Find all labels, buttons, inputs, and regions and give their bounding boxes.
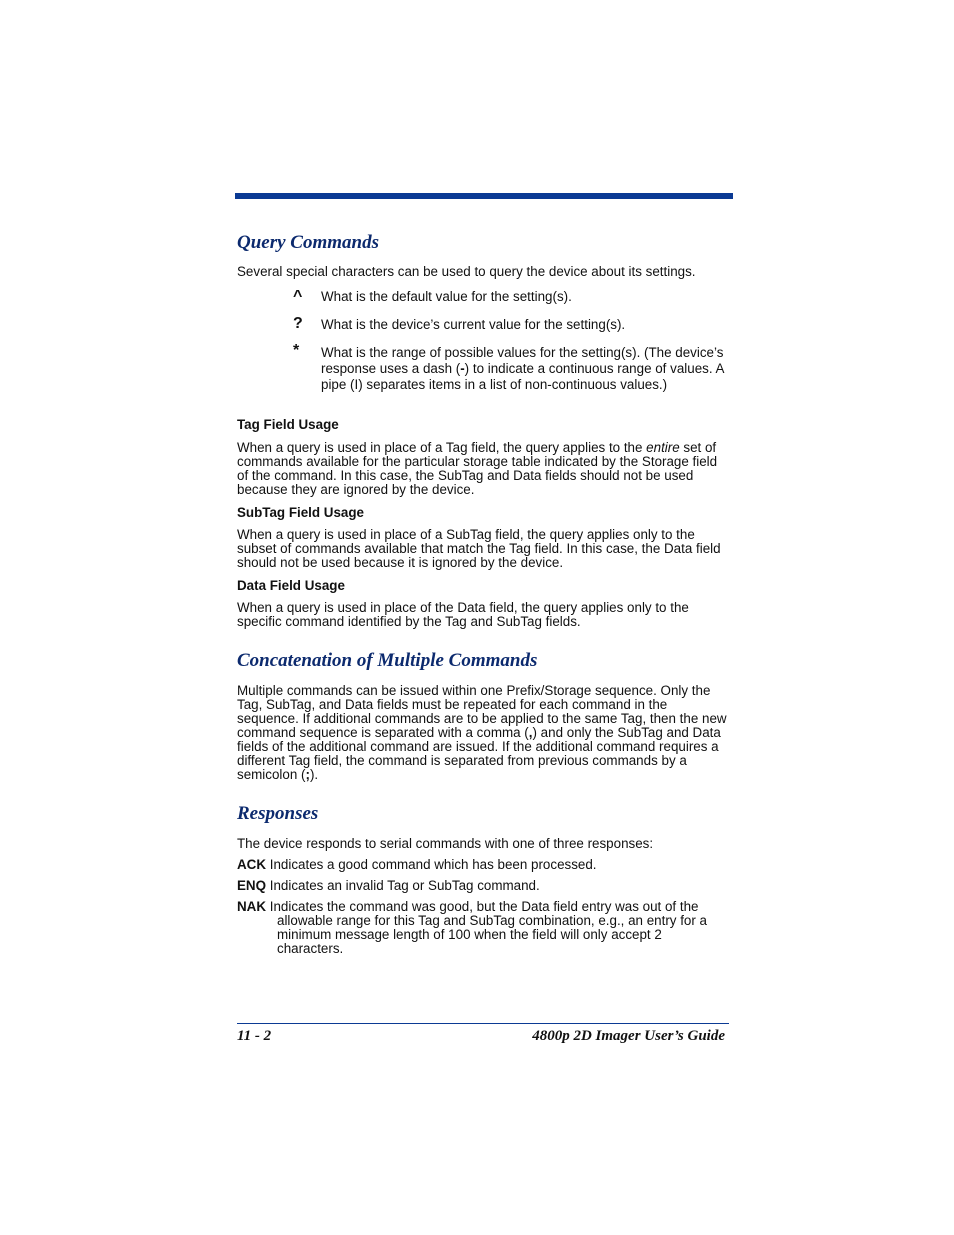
- response-ack: ACK Indicates a good command which has been processed.: [237, 857, 597, 872]
- query-commands-heading: Query Commands: [237, 232, 379, 253]
- question-symbol: ?: [293, 315, 303, 332]
- tag-field-usage-text: When a query is used in place of a Tag field, the query applies to the entire set of commands available for the particular storage table indicated by the Storage field of the command. In this case, the SubTag and Data fields should not be used because they are ignored by the device.: [237, 440, 718, 497]
- footer-rule: [237, 1023, 729, 1024]
- data-field-usage-text: When a query is used in place of the Data field, the query applies only to the specific command identified by the Tag and SubTag fields.: [237, 600, 689, 629]
- question-description: What is the device’s current value for the setting(s).: [321, 317, 626, 332]
- tag-field-usage-heading: Tag Field Usage: [237, 417, 339, 432]
- response-enq: ENQ Indicates an invalid Tag or SubTag command.: [237, 878, 540, 893]
- enq-code: ENQ: [237, 878, 267, 893]
- asterisk-description: What is the range of possible values for the setting(s). (The device’s response uses a dash (-) to indicate a continuous range of values. A pipe (I) separates items in a list of non-continuous values.): [321, 345, 724, 392]
- subtag-field-usage-heading: SubTag Field Usage: [237, 505, 364, 520]
- data-field-usage-heading: Data Field Usage: [237, 578, 345, 593]
- ack-code: ACK: [237, 857, 267, 872]
- caret-description: What is the default value for the setting(s).: [321, 289, 572, 304]
- caret-symbol: ^: [293, 288, 303, 305]
- page-number: 11 - 2: [237, 1028, 272, 1044]
- subtag-field-usage-text: When a query is used in place of a SubTag field, the query applies only to the subset of commands available that match the Tag field. In this case, the Data field should not be used because it is ignored by the device.: [237, 527, 721, 570]
- responses-heading: Responses: [237, 803, 319, 824]
- response-nak: NAK Indicates the command was good, but the Data field entry was out of the allowable range for this Tag and SubTag combination, e.g., an entry for a minimum message length of 100 when the field will only accept 2 characters.: [237, 899, 708, 956]
- header-rule: [235, 193, 733, 199]
- guide-title: 4800p 2D Imager User’s Guide: [532, 1028, 725, 1044]
- concatenation-heading: Concatenation of Multiple Commands: [237, 650, 538, 671]
- asterisk-symbol: *: [293, 342, 300, 359]
- nak-code: NAK: [237, 899, 267, 914]
- concatenation-text: Multiple commands can be issued within one Prefix/Storage sequence. Only the Tag, SubTag, and Data fields must be repeated for each command in the sequence. If additional commands are to be applied to the same Tag, then the new command sequence is separated with a comma (,) and only the SubTag and Data fields of the additional command are issued. If the additional command requires a different Tag field, the command is separated from previous commands by a semicolon (;).: [237, 683, 727, 782]
- responses-intro: The device responds to serial commands with one of three responses:: [237, 836, 654, 851]
- query-intro: Several special characters can be used to query the device about its settings.: [237, 264, 696, 279]
